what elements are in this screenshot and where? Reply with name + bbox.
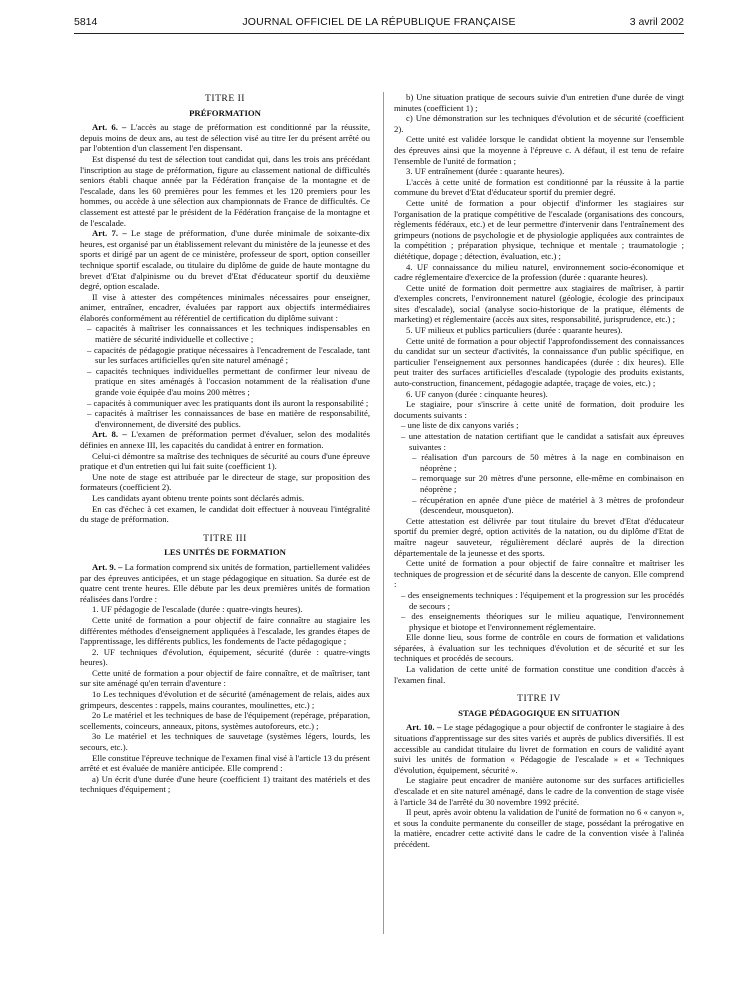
attestation-paragraph: Cette attestation est délivrée par tout titulaire du brevet d'Etat d'éducateur sportif du premier degré, option activités de la natation, ou du diplôme d'Etat de maître nageur sauveteur, régulièrement déclaré auprès de la direction départementale de la jeunesse et des sports. (394, 515, 684, 558)
art10-paragraph-2: Le stagiaire peut encadrer de manière autonome sur des surfaces artificielles d'escalade et en site naturel aménagé, dans le cadre de la convention de stage visée à l'article 34 de l'arrêté du 30 novembre 1992 précité. (394, 775, 684, 807)
art6-paragraph: Art. 6. – L'accès au stage de préformation est conditionné par la réussite, depuis moins de deux ans, au test de sélection visé au titre Ier du présent arrêté ou par l'obtention d'un classement l'en dispensant. (80, 122, 371, 154)
art8-paragraph: Art. 8. – L'examen de préformation permet d'évaluer, selon des modalités définies en annexe III, les capacités du candidat à entrer en formation. (80, 429, 370, 450)
uf2-heading: 2. UF techniques d'évolution, équipement, sécurité (durée : quatre-vingts heures). (80, 646, 370, 668)
page-header (74, 16, 684, 32)
uf2-item-a: a) Un écrit d'une durée d'une heure (coefficient 1) traitant des matériels et des techniques d'équipement ; (80, 773, 370, 795)
uf6-paragraph: Le stagiaire, pour s'inscrire à cette unité de formation, doit produire les documents suivants : (394, 399, 684, 420)
journal-title: JOURNAL OFFICIEL DE LA RÉPUBLIQUE FRANÇAISE (242, 16, 516, 28)
uf1-paragraph: Cette unité de formation a pour objectif de faire connaître au stagiaire les différentes méthodes d'enseignement appliquées à l'escalade, les grandes étapes de l'apprentissage, les différents publics, les fondements de l'acte pédagogique ; (80, 614, 370, 647)
titre-iv-heading: TITRE IV (517, 693, 561, 705)
titre-ii-subheading: PRÉFORMATION (189, 107, 261, 118)
art9-label: Art. 9. – (92, 561, 123, 572)
list-item: – capacités à communiquer avec les pratiquants dont ils auront la responsabilité ; (87, 397, 369, 408)
list-item: 1o Les techniques d'évolution et de sécurité (aménagement de relais, aides aux grimpeurs, descentes : rappels, mains courantes, moulinettes, etc.) ; (80, 689, 370, 710)
art8-paragraph-3: Une note de stage est attribuée par le directeur de stage, sur proposition des formateurs (coefficient 2). (80, 471, 370, 493)
art8-label: Art. 8. – (92, 429, 127, 440)
titre-iii-subheading: LES UNITÉS DE FORMATION (164, 547, 286, 558)
titre-ii-heading: TITRE II (205, 93, 245, 104)
uf6-heading: 6. UF canyon (durée : cinquante heures). (406, 388, 548, 399)
list-item: – une liste de dix canyons variés ; (401, 420, 519, 431)
list-item: – capacités de pédagogie pratique nécessaires à l'encadrement de l'escalade, tant sur les surfaces artificielles qu'en site naturel aménagé ; (87, 344, 370, 366)
list-item: – capacités techniques individuelles permettant de confirmer leur niveau de pratique en sites aménagés à l'occasion notamment de la réalisation d'une grande voie équipée d'au moins 200 mètres ; (87, 365, 370, 398)
titre-iv-subheading: STAGE PÉDAGOGIQUE EN SITUATION (458, 707, 620, 718)
uf2-paragraph: Cette unité de formation a pour objectif de faire connaître, et de maîtriser, tant sur site aménagé qu'en terrain d'aventure : (80, 667, 370, 689)
art8-paragraph-2: Celui-ci démontre sa maîtrise des techniques de sécurité au cours d'une épreuve pratique et d'un entretien qui lui fait suite (coefficient 1). (80, 450, 370, 472)
list-item: – récupération en apnée d'une pièce de matériel à 3 mètres de profondeur (descendeur, mousqueton). (412, 494, 684, 516)
right-column (394, 92, 684, 850)
art7-label: Art. 7. – (92, 228, 127, 239)
uf1-heading: 1. UF pédagogie de l'escalade (durée : quatre-vingts heures). (92, 604, 303, 615)
list-item: – des enseignements techniques : l'équipement et la progression sur les procédés de secours ; (401, 589, 684, 611)
titre-iii-heading: TITRE III (203, 532, 247, 544)
publication-date: 3 avril 2002 (629, 16, 684, 28)
uf2-item-b: b) Une situation pratique de secours suivie d'un entretien d'une durée de vingt minutes (coefficient 1) ; (394, 92, 684, 113)
page-number: 5814 (74, 16, 98, 28)
list-item: – des enseignements théoriques sur le milieu aquatique, l'environnement physique et biotope et l'environnement réglementaire. (401, 611, 684, 632)
art10-paragraph-3: Il peut, après avoir obtenu la validation de l'unité de formation no 6 « canyon », et sous la conduite permanente du conseiller de stage, possédant la prérogative en la matière, encadrer cette activité dans le cadre de la convention visée à l'alinéa précédent. (394, 807, 684, 849)
list-item: – une attestation de natation certifiant que le candidat a satisfait aux épreuves suivantes : (401, 431, 684, 452)
column-divider (383, 92, 384, 934)
uf4-heading: 4. UF connaissance du milieu naturel, environnement socio-économique et cadre réglementaire d'exercice de la profession (durée : quarante heures). (394, 261, 684, 283)
art7-paragraph: Art. 7. – Le stage de préformation, d'une durée minimale de soixante-dix heures, est organisé par un établissement relevant du ministère de la jeunesse et des sports et dirigé par un agent de ce ministère, professeur de sport, option conseiller technique sportif escalade, ou titulaire du diplôme de guide de haute montagne du brevet d'Etat d'alpinisme ou du brevet d'Etat d'éducateur sportif du deuxième degré, option escalade. (80, 228, 371, 292)
uf5-paragraph: Cette unité de formation a pour objectif l'approfondissement des connaissances du candidat sur un secteur d'activités, la connaissance d'un public spécifique, en particulier l'enseignement aux personnes handicapées (durée : dix heures). Elle peut traiter des surfaces artificielles d'escalade (typologie des produits existants, auto-construction, financement, pédagogie adaptée, traçage de voies, etc.) ; (394, 335, 684, 389)
art10-paragraph: Art. 10. – Le stage pédagogique a pour objectif de confronter le stagiaire à des situations d'apprentissage sur des sites variés et auprès de publics diversifiés. Il est accessible au candidat titulaire du livret de formation en cours de validité ayant suivi les unités de formation « Pédagogie de l'escalade » et « Techniques d'évolution, équipement, sécurité ». (394, 722, 685, 775)
art6-label: Art. 6. – (92, 122, 127, 133)
validation-paragraph: La validation de cette unité de formation constitue une condition d'accès à l'examen final. (394, 664, 684, 685)
art6-paragraph-2: Est dispensé du test de sélection tout candidat qui, dans les trois ans précédant l'inscription au stage de préformation, figure au classement national de difficultés seniors établi chaque année par la Fédération française de la montagne et de l'escalade, dans les 60 premières pour les femmes et les 120 premiers pour les hommes, ou accède à une sélection aux championnats de France de difficultés. Ce classement est attesté par le président de la Fédération française de la montagne et de l'escalade. (80, 153, 370, 228)
control-paragraph: Elle donne lieu, sous forme de contrôle en cours de formation et validations séparées, à évaluation sur les techniques d'évolution et de sécurité et sur les techniques et procédés de secours. (394, 632, 684, 664)
uf2-item-c: c) Une démonstration sur les techniques d'évolution et de sécurité (coefficient 2). (394, 113, 684, 134)
list-item: – capacités à maîtriser les connaissances de base en matière de responsabilité, d'environnement, de diversité des publics. (87, 408, 370, 429)
header-rule (74, 33, 684, 34)
list-item: – capacités à maîtriser les connaissances et les techniques indispensables en matière de sécurité individuelle et collective ; (87, 323, 370, 345)
uf3-heading: 3. UF entraînement (durée : quarante heures). (406, 166, 565, 177)
uf5-heading: 5. UF milieux et publics particuliers (durée : quarante heures). (406, 325, 623, 336)
uf3-paragraph-2: Cette unité de formation a pour objectif d'informer les stagiaires sur l'organisation de la pratique compétitive de l'escalade (organisations des concours, règlements fédéraux, etc.) et de leur permettre d'intervenir dans l'entraînement des grimpeurs (notions de psychologie et de physiologie appliquées aux contraintes de la compétition ; préparation physique, technique et mentale ; traumatologie ; diététique, dopage ; détection, évaluation, etc.) ; (394, 197, 684, 261)
art8-paragraph-5: En cas d'échec à cet examen, le candidat doit effectuer à nouveau l'intégralité du stage de préformation. (80, 503, 370, 525)
art8-paragraph-4: Les candidats ayant obtenu trente points sont déclarés admis. (92, 492, 305, 503)
art7-paragraph-2: Il vise à attester des compétences minimales nécessaires pour enseigner, animer, entraîner, encadrer, évaluées par rapport aux objectifs intermédiaires élaborés conformément au référentiel de certification du diplôme suivant : (80, 291, 370, 323)
left-column (80, 94, 370, 795)
uf2-paragraph-2: Elle constitue l'épreuve technique de l'examen final visé à l'article 13 du présent arrêté et est évaluée de manière anticipée. Elle comprend : (80, 752, 370, 774)
list-item: – réalisation d'un parcours de 50 mètres à la nage en combinaison en néoprène ; (412, 452, 684, 473)
list-item: 3o Le matériel et les techniques de sauvetage (systèmes légers, lourds, les secours, etc.). (80, 731, 370, 753)
uf2-validation: Cette unité est validée lorsque le candidat obtient la moyenne sur l'ensemble des épreuves ainsi que la moyenne à l'épreuve c. A défaut, il est tenu de refaire l'ensemble de l'unité de formation ; (394, 134, 684, 166)
canyon-objective-paragraph: Cette unité de formation a pour objectif de faire connaître et maîtriser les techniques de progression et de sécurité dans la descente de canyon. Elle comprend : (394, 558, 684, 590)
uf3-paragraph: L'accès à cette unité de formation est conditionné par la réussite à la partie commune du brevet d'Etat d'éducateur sportif du premier degré. (394, 176, 684, 198)
uf4-paragraph: Cette unité de formation doit permettre aux stagiaires de maîtriser, à partir d'exemples concrets, l'environnement naturel (géologie, écologie des principaux sites d'escalade), social (analyse socio-historique de la pratique, éléments de marketing) et réglementaire (accès aux sites, responsabilité, jurisprudence, etc.) ; (394, 282, 684, 325)
art10-label: Art. 10. – (406, 722, 442, 733)
list-item: – remorquage sur 20 mètres d'une personne, elle-même en combinaison en néoprène ; (412, 473, 684, 494)
list-item: 2o Le matériel et les techniques de base de l'équipement (repérage, préparation, scellements, coinceurs, anneaux, pitons, systèmes autoforeurs, etc.) ; (80, 710, 370, 731)
art9-paragraph: Art. 9. – La formation comprend six unités de formation, partiellement validées par des épreuves anticipées, et un stage pédagogique en situation. Sa durée est de quatre cent trente heures. Elle débute par les deux premières unités de formation réalisées dans l'ordre : (80, 561, 371, 604)
